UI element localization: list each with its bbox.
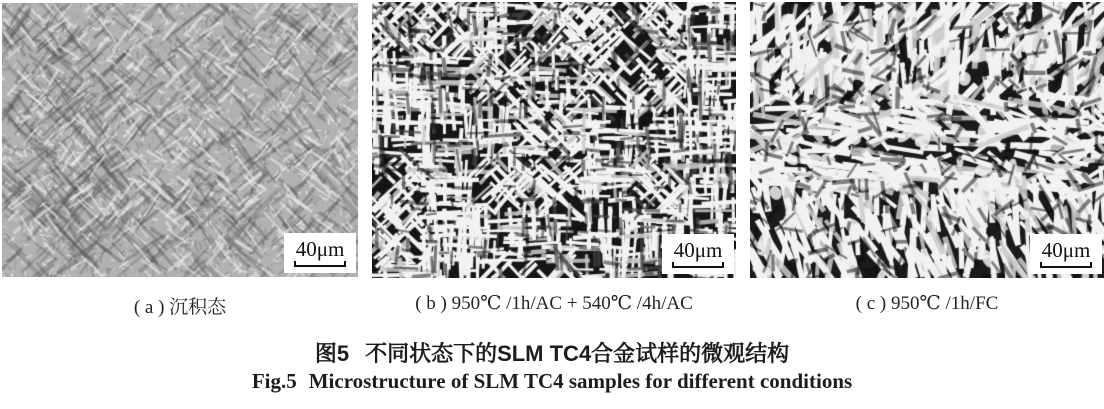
- caption-en-text: Microstructure of SLM TC4 samples for different conditions: [308, 369, 853, 393]
- caption-en: [0, 369, 1104, 394]
- panel-label-c: ( c ) 950℃ /1h/FC: [855, 293, 999, 314]
- panel-label-a: ( a ) 沉积态: [133, 297, 227, 318]
- scale-label-a: 40μm: [295, 237, 345, 261]
- caption-zh-number: 图5: [314, 341, 350, 366]
- scale-bar-c: [1040, 262, 1092, 268]
- scale-label-c: 40μm: [1041, 238, 1091, 262]
- micrograph-panel-c: [750, 2, 1104, 278]
- caption-en-number: Fig.5: [251, 369, 297, 393]
- micrograph-panel-b: [372, 2, 736, 278]
- panel-label-b: ( b ) 950℃ /1h/AC + 540℃ /4h/AC: [415, 293, 693, 314]
- scale-bar-box-c: [1030, 234, 1102, 274]
- scale-bar-a: [294, 261, 346, 267]
- scale-bar-box-b: [662, 234, 734, 274]
- scale-bar-box-a: [284, 233, 356, 273]
- caption-zh-text: 不同状态下的SLM TC4合金试样的微观结构: [365, 341, 790, 366]
- scale-label-b: 40μm: [673, 238, 723, 262]
- caption-zh: [0, 337, 1104, 368]
- micrograph-panel-a: [2, 3, 358, 277]
- scale-bar-b: [672, 262, 724, 268]
